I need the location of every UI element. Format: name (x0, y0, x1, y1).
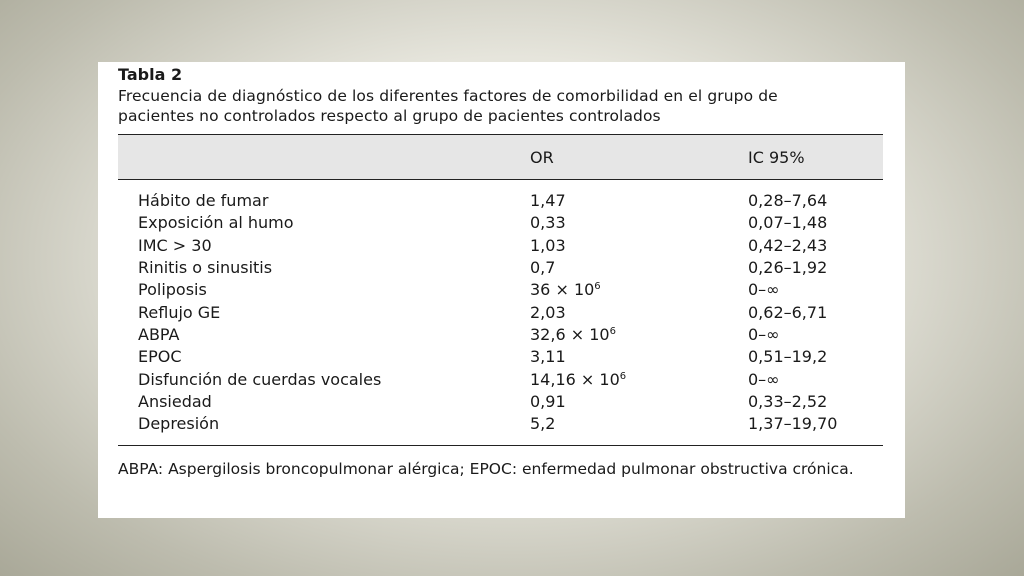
cell-or-exponent: 6 (609, 325, 616, 337)
header-row (118, 135, 883, 180)
table-row (118, 346, 883, 368)
cell-or-value: 0,7 (530, 258, 556, 278)
cell-or-value: 14,16 × 10 (530, 369, 620, 389)
cell-or (530, 346, 748, 368)
cell-ic: 1,37–19,70 (748, 413, 883, 446)
table-label: Tabla 2 (118, 65, 183, 84)
cell-or (530, 257, 748, 279)
cell-or-value: 0,91 (530, 391, 566, 411)
caption-line: pacientes no controlados respecto al grupo de pacientes controlados (118, 107, 661, 125)
cell-ic: 0,62–6,71 (748, 302, 828, 322)
cell-or (530, 413, 748, 446)
table-row (118, 235, 883, 257)
cell-factor: Hábito de fumar (138, 191, 269, 211)
table-row (118, 391, 883, 413)
cell-or (530, 324, 748, 346)
cell-factor: Depresión (118, 413, 530, 446)
cell-ic: 0,33–2,52 (748, 391, 828, 411)
comorbidity-table (118, 134, 883, 446)
table-row (118, 301, 883, 323)
cell-ic: 0,42–2,43 (748, 235, 828, 255)
cell-or (530, 301, 748, 323)
table-card (98, 62, 905, 518)
table-caption (118, 86, 883, 126)
cell-or-exponent: 6 (619, 370, 627, 382)
cell-or-exponent: 6 (594, 281, 601, 293)
table-row (118, 257, 883, 279)
cell-or (530, 235, 748, 257)
cell-factor: Reflujo GE (138, 302, 221, 322)
cell-or (530, 368, 748, 390)
table-row (118, 368, 883, 390)
cell-ic: 0,07–1,48 (748, 213, 828, 233)
table-row (118, 180, 883, 213)
cell-or-value: 2,03 (530, 302, 566, 322)
cell-factor: Poliposis (138, 280, 207, 300)
cell-ic: 0,28–7,64 (748, 191, 828, 211)
cell-factor: Disfunción de cuerdas vocales (138, 369, 382, 389)
cell-or (530, 180, 748, 213)
cell-or-value: 36 × 10 (530, 280, 595, 300)
cell-or-value: 5,2 (530, 414, 556, 434)
cell-factor: IMC > 30 (138, 235, 212, 255)
table-footnote: ABPA: Aspergilosis broncopulmonar alérgica; EPOC: enfermedad pulmonar obstructiva crónica. (118, 460, 854, 479)
cell-ic: 0–∞ (748, 324, 780, 344)
cell-or (530, 391, 748, 413)
cell-or-value: 32,6 × 10 (530, 324, 610, 344)
cell-factor: Rinitis o sinusitis (138, 258, 273, 278)
cell-ic: 0–∞ (748, 369, 780, 389)
table-row (118, 212, 883, 234)
cell-or (530, 212, 748, 234)
cell-factor: EPOC (138, 347, 182, 367)
header-ic: IC 95% (748, 135, 883, 180)
cell-ic: 0,51–19,2 (748, 347, 828, 367)
cell-or-value: 1,47 (530, 191, 566, 211)
cell-factor: Exposición al humo (138, 213, 294, 233)
cell-or (530, 279, 748, 301)
cell-or-value: 0,33 (530, 213, 566, 233)
table-row (118, 324, 883, 346)
table-body (118, 180, 883, 446)
header-factor (118, 135, 530, 180)
cell-factor: ABPA (138, 324, 180, 344)
cell-or-value: 3,11 (530, 347, 566, 367)
cell-factor: Ansiedad (138, 391, 212, 411)
cell-ic: 0–∞ (748, 280, 780, 300)
table-header (118, 135, 883, 180)
table-row (118, 279, 883, 301)
header-or: OR (530, 135, 748, 180)
cell-or-value: 1,03 (530, 235, 566, 255)
cell-ic: 0,26–1,92 (748, 258, 828, 278)
table-row (118, 413, 883, 446)
caption-line: Frecuencia de diagnóstico de los diferentes factores de comorbilidad en el grupo de (118, 87, 778, 105)
